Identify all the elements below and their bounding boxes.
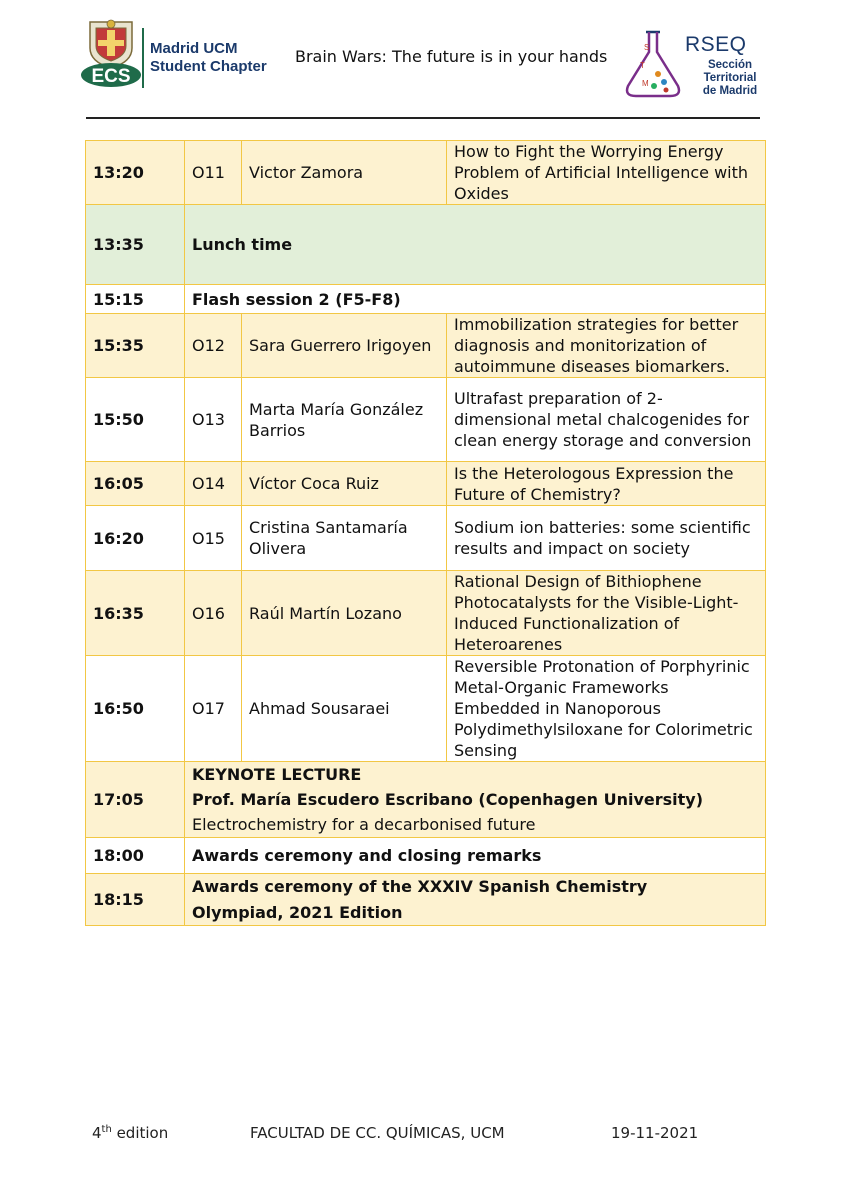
row-time: 17:05 bbox=[86, 762, 185, 838]
rseq-sub-line-3: de Madrid bbox=[702, 85, 758, 97]
row-code: O14 bbox=[185, 462, 242, 506]
row-time: 15:35 bbox=[86, 314, 185, 378]
row-session: Awards ceremony and closing remarks bbox=[185, 838, 766, 874]
row-time: 15:50 bbox=[86, 378, 185, 462]
schedule-row bbox=[86, 378, 766, 462]
row-speaker: Víctor Coca Ruiz bbox=[242, 462, 447, 506]
schedule-row-olympiad bbox=[86, 874, 766, 926]
session-line-2: Olympiad, 2021 Edition bbox=[192, 903, 403, 922]
event-title: Brain Wars: The future is in your hands bbox=[295, 47, 608, 66]
schedule-table bbox=[85, 140, 766, 926]
row-speaker: Sara Guerrero Irigoyen bbox=[242, 314, 447, 378]
row-session: Lunch time bbox=[185, 205, 766, 285]
chapter-name bbox=[150, 40, 267, 76]
keynote-subtitle: Electrochemistry for a decarbonised future bbox=[192, 815, 536, 834]
rseq-section bbox=[690, 59, 770, 98]
row-code: O12 bbox=[185, 314, 242, 378]
schedule-row bbox=[86, 506, 766, 571]
row-session bbox=[185, 874, 766, 926]
row-speaker: Marta María González Barrios bbox=[242, 378, 447, 462]
schedule-row-keynote bbox=[86, 762, 766, 838]
row-time: 16:35 bbox=[86, 571, 185, 656]
header-rule bbox=[86, 117, 760, 119]
row-time: 13:20 bbox=[86, 141, 185, 205]
svg-text:T: T bbox=[640, 61, 645, 70]
footer-venue: FACULTAD DE CC. QUÍMICAS, UCM bbox=[250, 1124, 505, 1142]
row-code: O11 bbox=[185, 141, 242, 205]
row-talk-title: How to Fight the Worrying Energy Problem of Artificial Intelligence with Oxides bbox=[447, 141, 766, 205]
row-speaker: Raúl Martín Lozano bbox=[242, 571, 447, 656]
row-talk-title: Rational Design of Bithiophene Photocatalysts for the Visible-Light-Induced Functionalization of Heteroarenes bbox=[447, 571, 766, 656]
edition-word: edition bbox=[111, 1124, 169, 1142]
schedule-row-awards bbox=[86, 838, 766, 874]
row-time: 13:35 bbox=[86, 205, 185, 285]
rseq-flask-logo-icon bbox=[620, 26, 688, 102]
footer-edition bbox=[92, 1124, 168, 1142]
footer-date: 19-11-2021 bbox=[611, 1124, 699, 1142]
row-time: 16:50 bbox=[86, 656, 185, 762]
row-code: O16 bbox=[185, 571, 242, 656]
row-time: 16:05 bbox=[86, 462, 185, 506]
row-code: O13 bbox=[185, 378, 242, 462]
row-time: 16:20 bbox=[86, 506, 185, 571]
schedule-row bbox=[86, 656, 766, 762]
row-talk-title: Ultrafast preparation of 2-dimensional metal chalcogenides for clean energy storage and conversion bbox=[447, 378, 766, 462]
row-talk-title: Immobilization strategies for better diagnosis and monitorization of autoimmune diseases biomarkers. bbox=[447, 314, 766, 378]
chapter-line-1: Madrid UCM bbox=[150, 40, 238, 57]
schedule-row bbox=[86, 462, 766, 506]
svg-text:ECS: ECS bbox=[91, 66, 131, 87]
row-code: O17 bbox=[185, 656, 242, 762]
row-speaker: Victor Zamora bbox=[242, 141, 447, 205]
schedule-row bbox=[86, 314, 766, 378]
row-speaker: Cristina Santamaría Olivera bbox=[242, 506, 447, 571]
keynote-label: KEYNOTE LECTURE bbox=[192, 765, 362, 784]
rseq-name: RSEQ bbox=[685, 33, 747, 56]
svg-text:S: S bbox=[644, 43, 650, 52]
chapter-line-2: Student Chapter bbox=[150, 58, 267, 75]
schedule-row-flash bbox=[86, 285, 766, 314]
row-session: Flash session 2 (F5-F8) bbox=[185, 285, 766, 314]
session-line-1: Awards ceremony of the XXXIV Spanish Chemistry bbox=[192, 877, 648, 896]
rseq-sub-line-1: Sección bbox=[707, 59, 753, 71]
row-time: 18:15 bbox=[86, 874, 185, 926]
row-talk-title: Sodium ion batteries: some scientific results and impact on society bbox=[447, 506, 766, 571]
schedule-row-lunch bbox=[86, 205, 766, 285]
edition-suffix: th bbox=[101, 1124, 112, 1135]
schedule-row bbox=[86, 141, 766, 205]
keynote-cell bbox=[185, 762, 766, 838]
edition-number: 4 bbox=[92, 1124, 102, 1142]
row-time: 18:00 bbox=[86, 838, 185, 874]
svg-text:M: M bbox=[642, 79, 649, 88]
ecs-logo-icon bbox=[80, 18, 142, 90]
rseq-sub-line-2: Territorial bbox=[703, 72, 757, 84]
row-talk-title: Is the Heterologous Expression the Future of Chemistry? bbox=[447, 462, 766, 506]
row-talk-title: Reversible Protonation of Porphyrinic Metal-Organic Frameworks Embedded in Nanoporous Polydimethylsiloxane for Colorimetric Sensing bbox=[447, 656, 766, 762]
row-speaker: Ahmad Sousaraei bbox=[242, 656, 447, 762]
row-code: O15 bbox=[185, 506, 242, 571]
keynote-speaker: Prof. María Escudero Escribano (Copenhagen University) bbox=[192, 790, 704, 809]
row-time: 15:15 bbox=[86, 285, 185, 314]
schedule-row bbox=[86, 571, 766, 656]
ecs-divider bbox=[142, 28, 144, 88]
